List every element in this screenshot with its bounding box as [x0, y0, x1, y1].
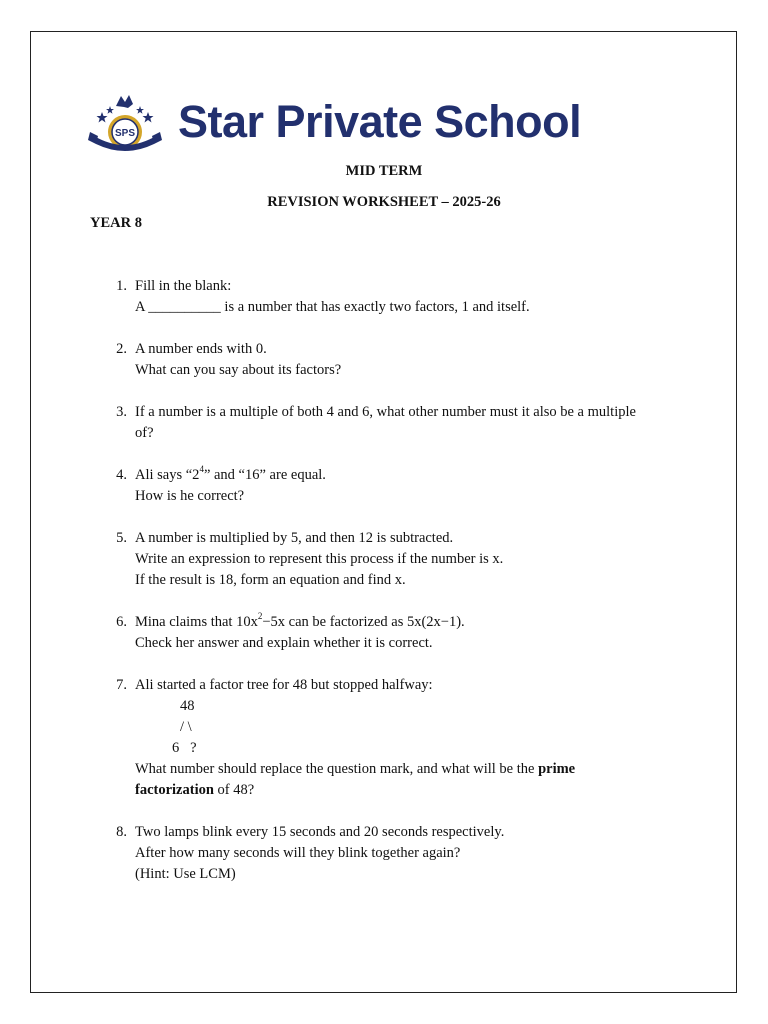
question-3: [107, 402, 667, 444]
question-4: [107, 465, 667, 507]
question-number: 1.: [116, 278, 127, 294]
exponent: 4: [199, 464, 204, 475]
bold-term: prime: [538, 761, 576, 777]
question-list: [107, 276, 667, 885]
question-text: Ali started a factor tree for 48 but stopped halfway:: [135, 677, 433, 693]
factor-tree-branches: / \: [180, 719, 192, 735]
text-segment: ” and “16” are equal.: [203, 467, 326, 483]
text-segment: Ali says “2: [135, 467, 200, 483]
question-number: 3.: [116, 404, 127, 420]
question-text: A number ends with 0.: [135, 341, 267, 357]
question-text: [135, 780, 667, 801]
question-text: How is he correct?: [135, 488, 245, 504]
question-text: Write an expression to represent this process if the number is x.: [135, 551, 504, 567]
question-text: Fill in the blank:: [135, 278, 232, 294]
exponent: 2: [257, 611, 263, 622]
text-segment: of 48?: [213, 782, 255, 798]
text-segment: What number should replace the question mark, and what will be the: [135, 761, 539, 777]
question-5: [107, 528, 667, 591]
school-header: [88, 92, 688, 154]
question-text: If a number is a multiple of both 4 and 6, what other number must it also be a multiple: [135, 404, 636, 420]
question-text: [135, 759, 667, 780]
worksheet-title: REVISION WORKSHEET – 2025-26: [267, 194, 501, 210]
question-text: If the result is 18, form an equation and find x.: [135, 572, 406, 588]
question-text: After how many seconds will they blink together again?: [135, 845, 461, 861]
question-text: of?: [135, 425, 154, 441]
question-number: 4.: [116, 467, 127, 483]
logo-initials: SPS: [114, 128, 136, 139]
school-logo: [88, 92, 162, 154]
question-text: [135, 612, 667, 633]
question-6: [107, 612, 667, 654]
question-number: 8.: [116, 824, 127, 840]
question-7: [107, 675, 667, 801]
question-2: [107, 339, 667, 381]
question-number: 6.: [116, 614, 127, 630]
bold-term: factorization: [135, 782, 214, 798]
text-segment: −5x can be factorized as 5x(2x−1).: [262, 614, 465, 630]
question-text: Two lamps blink every 15 seconds and 20 seconds respectively.: [135, 824, 505, 840]
question-number: 5.: [116, 530, 127, 546]
factor-tree-leaves: 6 ?: [172, 740, 197, 756]
question-number: 7.: [116, 677, 127, 693]
question-text: Check her answer and explain whether it is correct.: [135, 635, 433, 651]
factor-tree-root: 48: [180, 698, 195, 714]
question-text: A number is multiplied by 5, and then 12 is subtracted.: [135, 530, 454, 546]
question-text: [135, 465, 667, 486]
question-8: [107, 822, 667, 885]
question-text: (Hint: Use LCM): [135, 866, 236, 882]
question-number: 2.: [116, 341, 127, 357]
exam-title: MID TERM: [345, 163, 423, 179]
school-name: Star Private School: [178, 96, 582, 147]
question-1: [107, 276, 667, 318]
question-text: A __________ is a number that has exactly two factors, 1 and itself.: [135, 299, 530, 315]
text-segment: Mina claims that 10x: [135, 614, 258, 630]
question-text: What can you say about its factors?: [135, 362, 342, 378]
year-label: YEAR 8: [90, 215, 142, 231]
